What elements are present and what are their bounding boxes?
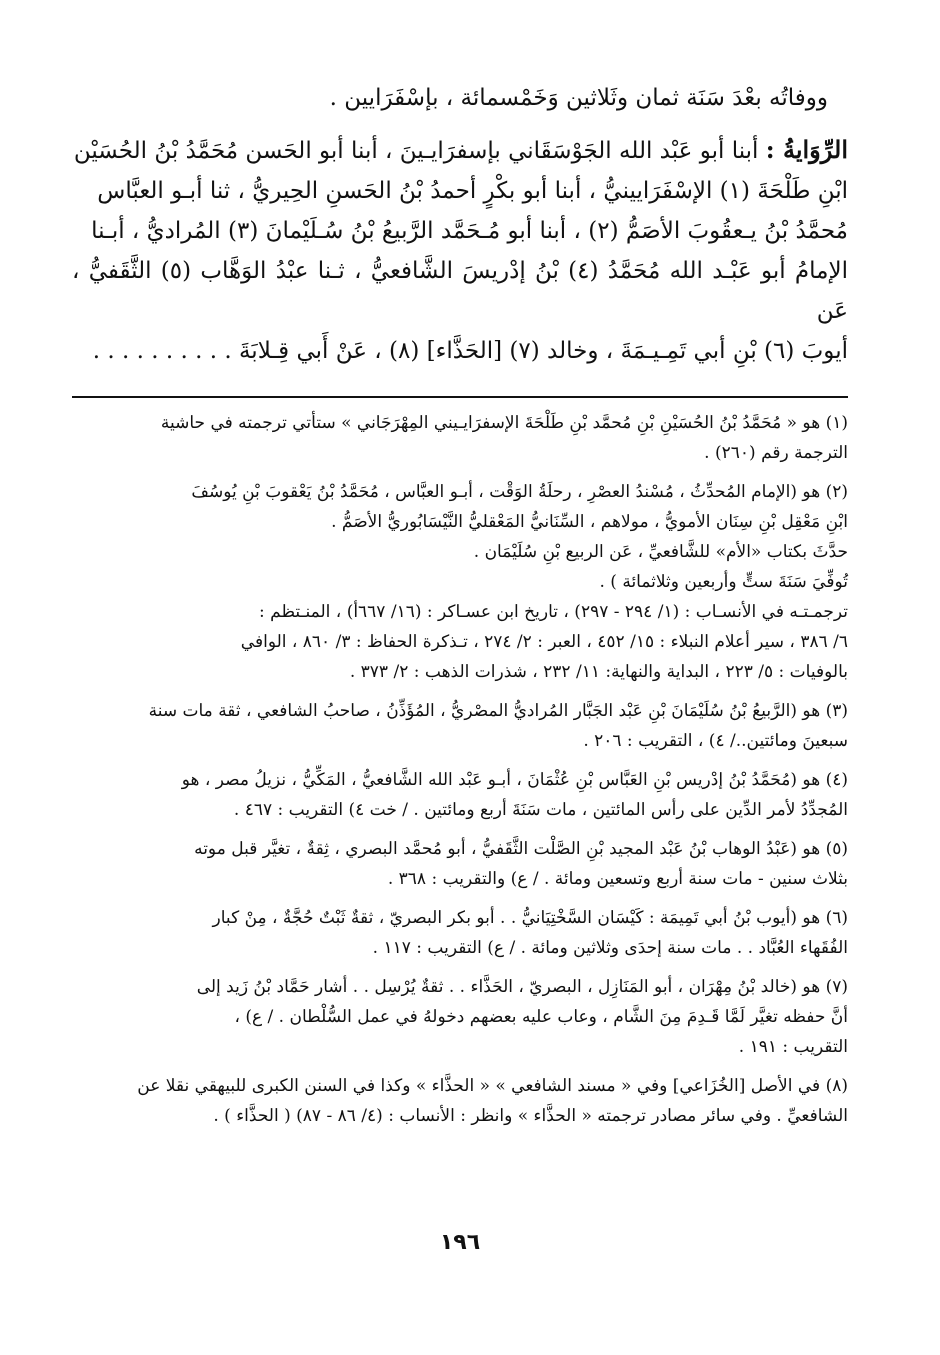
footnote-line: ترجمـتـه في الأنسـاب : (١/ ٢٩٤ - ٢٩٧) ، تاريخ ابن عسـاكر : (١٦/ ٦٦٧أ) ، المنـتظم : bbox=[259, 602, 848, 622]
riwaya-line-4: الإمامُ أبو عَبْـد الله مُحَمَّدُ (٤) بْنُ إدْريسَ الشَّافعيُّ ، ثـنا عبْدُ الوَهَّاب (٥) الثَّقَفيُّ ، عَن bbox=[72, 258, 848, 324]
footnote-number: (٢) bbox=[825, 482, 848, 502]
footnote-number: (٦) bbox=[825, 908, 848, 928]
main-text-block bbox=[72, 78, 848, 371]
footnote-divider bbox=[72, 396, 848, 398]
footnote-line: هو (خالد بْنُ مِهْرَان ، أبو المَنَازِل ، البصريّ ، الحَذَّاء . . ثقةٌ يُرْسِل . . أشار حَمَّاد بْنُ زَيد إلى bbox=[196, 977, 821, 997]
footnote-1 bbox=[72, 408, 848, 468]
footnote-8 bbox=[72, 1071, 848, 1131]
footnote-line: المُجدِّدُ لأمر الدِّين على رأس المائتين ، مات سَنَةَ أربع ومائتين . / خت ٤) التقريب : ٤٦٧ . bbox=[233, 800, 848, 820]
footnote-line: هو (أيوب بْنُ أبي تَمِيمَة : كَيْسَان السَّخْتِيَانيُّ . . أبو بكر البصريّ ، ثقةٌ ثَبْتٌ حُجَّةٌ ، مِنْ كبار bbox=[212, 908, 821, 928]
footnote-line: بالوفيات : ٥/ ٢٢٣ ، البداية والنهاية: ١١/ ٢٣٢ ، شذرات الذهب : ٢/ ٣٧٣ . bbox=[349, 662, 848, 682]
footnote-body bbox=[72, 701, 848, 756]
footnote-line: ابْنِ مَعْقِل بْنِ سِنَان الأمويُّ ، مولاهم ، السِّنَانيُّ المَعْقليُّ النَّيْسَابُوريُّ الأصَمُّ . bbox=[331, 512, 848, 532]
footnote-number: (١) bbox=[825, 413, 848, 433]
footnote-number: (٣) bbox=[825, 701, 848, 721]
footnote-body bbox=[72, 770, 848, 825]
footnote-4 bbox=[72, 765, 848, 825]
footnote-number: (٤) bbox=[825, 770, 848, 790]
footnote-line: بثلاث سنين - مات سنة أربع وتسعين ومائة . / ع) والتقريب : ٣٦٨ . bbox=[387, 869, 848, 889]
footnote-5 bbox=[72, 834, 848, 894]
death-date-line: ووفاتُه بعْدَ سَنَة ثمان وثَلاثين وَخَمْسمائة ، بإسْفَرَايين . bbox=[329, 85, 828, 111]
riwaya-line-5: أيوبَ (٦) بْنِ أبي تَمِـيـمَةَ ، وخالد (٧) [الحَذَّاء] (٨) ، عَنْ أَبي قِـلابَةَ . . . . . . . . . . bbox=[92, 338, 848, 364]
footnote-number: (٧) bbox=[825, 977, 848, 997]
footnote-line: الترجمة رقم (٢٦٠) . bbox=[704, 443, 848, 463]
footnote-body bbox=[72, 908, 848, 963]
footnote-line: هو « مُحَمَّدُ بْنُ الحُسَيْنِ بْنِ مُحمَّد بْنِ طَلْحَةَ الإسفرَايـيني المِهْرَجَاني » ستأتي ترجمته في حاشية bbox=[160, 413, 821, 433]
footnote-line: هو (عَبْدُ الوهاب بْنُ عَبْد المجيد بْنِ الصَّلْت الثَّقَفيُّ ، أبو مُحمَّد البصري ، ثِقةٌ ، تغيَّر قبل موته bbox=[194, 839, 821, 859]
footnote-line: هو (الإمام المُحدِّثُ ، مُسْندُ العصْرِ ، رحلَةُ الوَقْت ، أبـو العبَّاس ، مُحَمَّدُ بْنُ يَعْقوبَ بْنِ يُوسُفَ bbox=[191, 482, 821, 502]
footnote-line: الشافعيِّ . وفي سائر مصادر ترجمته « الحذَّاء » وانظر : الأنساب : (٤/ ٨٦ - ٨٧) ( الحذَّاء ) . bbox=[213, 1106, 848, 1126]
footnote-body bbox=[72, 482, 848, 687]
footnote-body bbox=[72, 839, 848, 894]
footnotes bbox=[72, 408, 848, 1140]
footnote-body bbox=[72, 977, 848, 1062]
footnote-line: في الأصل [الخُزَاعي] وفي « مسند الشافعي » « الحذَّاء » وكذا في السنن الكبرى للبيهقي نقلا عن bbox=[137, 1076, 821, 1096]
footnote-7 bbox=[72, 972, 848, 1062]
riwaya-text-1: أبنا أبو عَبْد الله الجَوْسَقَاني بإسفرَايـينَ ، أبنا أبو الحَسن مُحَمَّدُ بْنُ الحُسَيْن bbox=[73, 138, 759, 164]
footnote-line: حدَّثَ بكتاب «الأم» للشَّافعيِّ ، عَن الربيع بْنِ سُلَيْمَان . bbox=[473, 542, 848, 562]
riwaya-label: الرِّوَايةُ : bbox=[765, 135, 848, 164]
footnote-line: الفُقَهاء العُبَّاد . . مات سنة إحدَى وثلاثين ومائة . / ع) التقريب : ١١٧ . bbox=[372, 938, 848, 958]
footnote-body bbox=[72, 1076, 848, 1131]
riwaya-line-3: مُحمَّدُ بْنُ يـعقُوبَ الأصَمُّ (٢) ، أبنا أبو مُـحَمَّد الرَّبيعُ بْنُ سُـلَيْمانَ (٣) المُراديُّ ، أبـنا bbox=[91, 218, 848, 244]
footnote-line: تُوفِّيَ سَنَةَ ستٍّ وأربعين وثلاثمائة ) . bbox=[599, 572, 848, 592]
footnote-6 bbox=[72, 903, 848, 963]
footnote-2 bbox=[72, 477, 848, 687]
page-number: ١٩٦ bbox=[439, 1230, 481, 1255]
riwaya-line-2: ابْنِ طَلْحَةَ (١) الإسْفَرَايينيُّ ، أبنا أبو بكْرٍ أحمدُ بْنُ الحَسنِ الحِيريُّ ، ثنا أبـو العبَّاس bbox=[97, 178, 848, 204]
footnote-3 bbox=[72, 696, 848, 756]
footnote-line: هو (الرَّبيعُ بْنُ سُلَيْمَانَ بْنِ عَبْد الجَبَّار المُراديُّ المصْريُّ ، المُؤَذِّنُ ، صاحبُ الشافعي ، ثقة مات سنة bbox=[148, 701, 821, 721]
footnote-line: ٦/ ٣٨٦ ، سير أعلام النبلاء : ١٥/ ٤٥٢ ، العبر : ٢/ ٢٧٤ ، تـذكرة الحفاظ : ٣/ ٨٦٠ ، الوافي bbox=[240, 632, 848, 652]
footnote-line: أنَّ حفظه تغيَّر لَمَّا قَـدِمَ مِنَ الشَّام ، وعاب عليه بعضهم دخولهُ في عمل السُّلْطان . / ع) ، bbox=[234, 1007, 848, 1027]
footnote-line: التقريب : ١٩١ . bbox=[738, 1037, 848, 1057]
footnote-line: سبعينَ ومائتين../ ٤) ، التقريب : ٢٠٦ . bbox=[583, 731, 848, 751]
footnote-number: (٥) bbox=[825, 839, 848, 859]
footnote-body bbox=[72, 413, 848, 468]
footnote-number: (٨) bbox=[825, 1076, 848, 1096]
book-page bbox=[72, 78, 848, 1318]
footnote-line: هو (مُحَمَّدُ بْنُ إدْريس بْنِ العَبَّاس بْنِ عُثْمَانَ ، أبـو عَبْد الله الشَّافعيُّ ، المَكِّيُّ ، نزيلُ مصر ، هو bbox=[181, 770, 821, 790]
riwaya-line-1 bbox=[72, 130, 848, 171]
